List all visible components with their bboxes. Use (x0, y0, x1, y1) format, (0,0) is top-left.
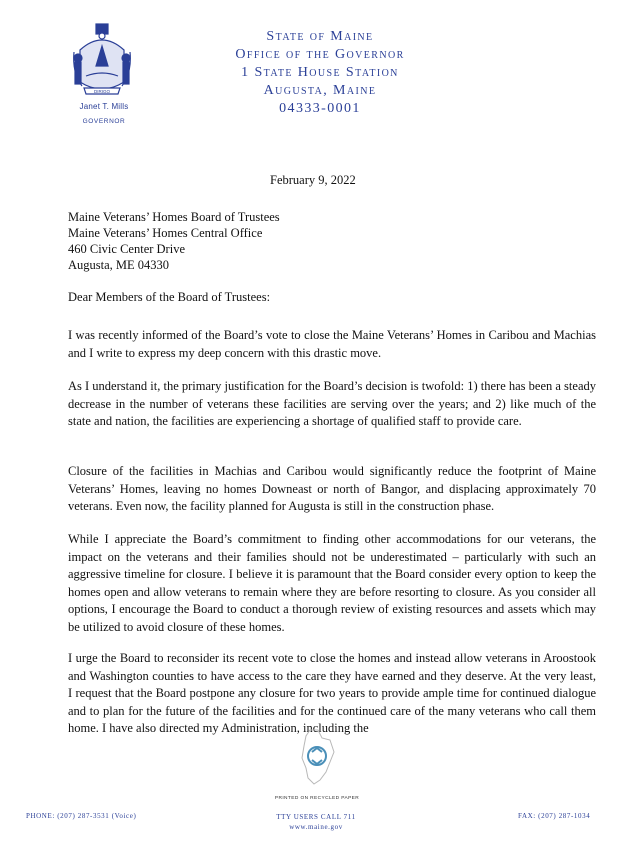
salutation: Dear Members of the Board of Trustees: (68, 290, 271, 304)
letterhead-station: 1 State House Station (241, 65, 399, 80)
body-paragraph-1: I was recently informed of the Board’s vote to close the Maine Veterans’ Homes in Caribou and Machias and I write to express my deep concern with this drastic move. (68, 328, 596, 360)
footer-fax: FAX: (207) 287-1034 (518, 812, 591, 820)
letterhead-state: State of Maine (266, 29, 374, 44)
governor-title: GOVERNOR (82, 118, 126, 125)
body-paragraph-3: Closure of the facilities in Machias and Caribou would significantly reduce the footprint of Maine Veterans’ Homes, leaving no homes Downeast or north of Bangor, and displacing approximately 70 veterans. Even now, the facility planned for Augusta is still in the construction phase. (68, 464, 596, 513)
footer-tty: TTY USERS CALL 711 (276, 813, 356, 821)
governor-name: Janet T. Mills (79, 102, 129, 111)
footer-phone: PHONE: (207) 287-3531 (Voice) (26, 812, 137, 820)
footer-website[interactable]: www.maine.gov (289, 823, 343, 831)
recipient-line-2: Maine Veterans’ Homes Central Office (68, 226, 263, 240)
body-paragraph-2: As I understand it, the primary justification for the Board’s decision is twofold: 1) there has been a steady decrease in the number of veterans these facilities are serving over the years; and 2) like much of the state and nation, the facilities are experiencing a shortage of qualified staff to provide care. (68, 379, 596, 428)
recipient-line-1: Maine Veterans’ Homes Board of Trustees (68, 210, 280, 224)
recipient-address (68, 209, 280, 273)
letterhead-office: Office of the Governor (235, 47, 405, 62)
recycle-icon (296, 728, 338, 786)
maine-state-seal (70, 22, 134, 102)
body-paragraph-5: I urge the Board to reconsider its recent vote to close the homes and instead allow veterans in Aroostook and Washington counties to have access to the care they have earned and they deserve. At the very least, I request that the Board postpone any closure for two years to provide ample time for continued dialogue and to plan for the future of the facilities and for the continued care of the many veterans who call them home. I have also directed my Administration, including the (68, 651, 596, 735)
seal-motto: DIRIGO (93, 89, 111, 94)
letter-date: February 9, 2022 (270, 173, 356, 187)
letterhead-city: Augusta, Maine (263, 83, 377, 98)
letterhead-zip: 04333-0001 (279, 101, 361, 116)
recipient-line-3: 460 Civic Center Drive (68, 242, 185, 256)
footer-center (236, 812, 396, 832)
recycled-paper-note: PRINTED ON RECYCLED PAPER (274, 796, 360, 801)
body-paragraph-4: While I appreciate the Board’s commitment to finding other accommodations for our veterans, the impact on the veterans and their families should not be underestimated – particularly with such an aggressive timeline for closure. I believe it is paramount that the Board consider every option to keep the homes open and allow veterans to remain where they are before resorting to closure. As you consider all options, I encourage the Board to conduct a thorough review of existing resources and assets which may be utilized to avoid closure of these homes. (68, 532, 596, 634)
letterhead (196, 28, 444, 118)
recipient-line-4: Augusta, ME 04330 (68, 258, 170, 272)
